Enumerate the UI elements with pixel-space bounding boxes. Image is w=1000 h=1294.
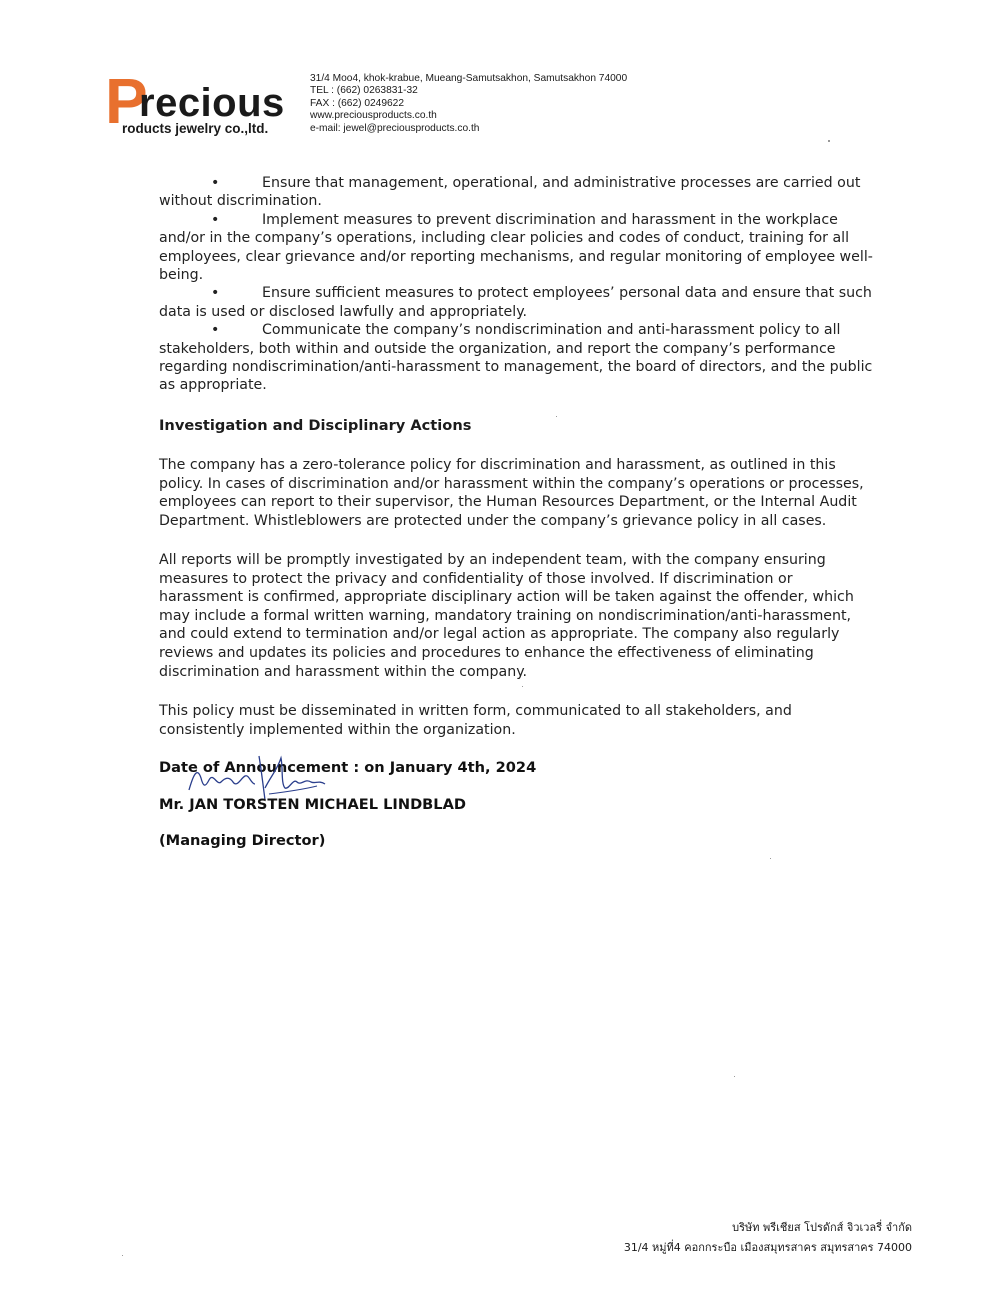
signatory-name: Mr. JAN TORSTEN MICHAEL LINDBLAD bbox=[159, 796, 467, 813]
bullet-symbol: • bbox=[211, 175, 220, 191]
scan-speck bbox=[770, 858, 771, 859]
company-logo bbox=[105, 65, 305, 141]
bullet-symbol: • bbox=[211, 285, 220, 302]
bullet-item bbox=[159, 211, 874, 285]
scan-speck bbox=[522, 686, 523, 687]
company-address: 31/4 Moo4, khok-krabue, Mueang-Samutsakhon, Samutsakhon 74000 bbox=[310, 73, 628, 84]
paragraph-investigation: All reports will be promptly investigated by an independent team, with the company ensuring measures to protect the privacy and confidentiality of those involved. If discrimination or harassment is confirmed, appropriate disciplinary action will be taken against the offender, which may include a formal written warning, mandatory training on nondiscrimination/anti-harassment, and could extend to termination and/or legal action as appropriate. The company also regularly reviews and updates its policies and procedures to enhance the effectiveness of eliminating discrimination and harassment within the company. bbox=[159, 552, 854, 680]
bullet-text: Implement measures to prevent discrimination and harassment in the workplace and/or in the company’s operations, including clear policies and codes of conduct, training for all employees, clear grievance and/or reporting mechanisms, and regular monitoring of employee well-being. bbox=[159, 211, 873, 284]
scan-speck bbox=[734, 1076, 735, 1077]
signatory-title: (Managing Director) bbox=[159, 832, 326, 849]
bullet-list bbox=[159, 174, 874, 395]
bullet-text: Communicate the company’s nondiscrimination and anti-harassment policy to all stakeholders, both within and outside the organization, and report the company’s performance regarding nondiscrimination/anti-harassment to management, the board of directors, and the public as appropriate. bbox=[159, 322, 873, 394]
bullet-item bbox=[159, 321, 874, 395]
bullet-item bbox=[159, 284, 874, 321]
section-heading: Investigation and Disciplinary Actions bbox=[159, 417, 472, 434]
bullet-symbol: • bbox=[211, 322, 220, 339]
company-tel: TEL : (662) 0263831-32 bbox=[310, 85, 418, 97]
paragraph-reporting: The company has a zero-tolerance policy for discrimination and harassment, as outlined in this policy. In cases of discrimination and/or harassment within the company’s operations or processes, employees can report to their supervisor, the Human Resources Department, or the Internal Audit Department. Whistleblowers are protected under the company’s grievance policy in all cases. bbox=[159, 457, 864, 529]
letterhead bbox=[105, 65, 705, 143]
logo-tagline: roducts jewelry co.,ltd. bbox=[122, 121, 269, 136]
logo-letter-p: P bbox=[105, 65, 148, 137]
bullet-text: Ensure sufficient measures to protect employees’ personal data and ensure that such data is used or disclosed lawfully and appropriately. bbox=[159, 285, 872, 320]
bullet-text: Ensure that management, operational, and administrative processes are carried out without discrimination. bbox=[159, 175, 861, 210]
scan-speck bbox=[828, 140, 830, 142]
footer-address-thai: 31/4 หมู่ที่4 คอกกระบือ เมืองสมุทรสาคร สมุทรสาคร 74000 bbox=[623, 1241, 912, 1254]
paragraph-dissemination: This policy must be disseminated in written form, communicated to all stakeholders, and consistently implemented within the organization. bbox=[159, 703, 792, 738]
company-email: e-mail: jewel@preciousproducts.co.th bbox=[310, 122, 480, 134]
scan-speck bbox=[122, 1255, 123, 1256]
footer-company-name-thai: บริษัท พรีเชียส โปรดักส์ จิวเวลรี่ จำกัด bbox=[732, 1221, 912, 1234]
scan-speck bbox=[556, 416, 557, 417]
logo-wordmark: recious bbox=[139, 81, 285, 125]
company-website: www.preciousproducts.co.th bbox=[310, 110, 437, 122]
bullet-item bbox=[159, 174, 874, 211]
announcement-date: Date of Announcement : on January 4th, 2024 bbox=[159, 759, 537, 776]
contact-block bbox=[310, 73, 627, 135]
company-fax: FAX : (662) 0249622 bbox=[310, 97, 405, 109]
bullet-symbol: • bbox=[211, 211, 220, 228]
